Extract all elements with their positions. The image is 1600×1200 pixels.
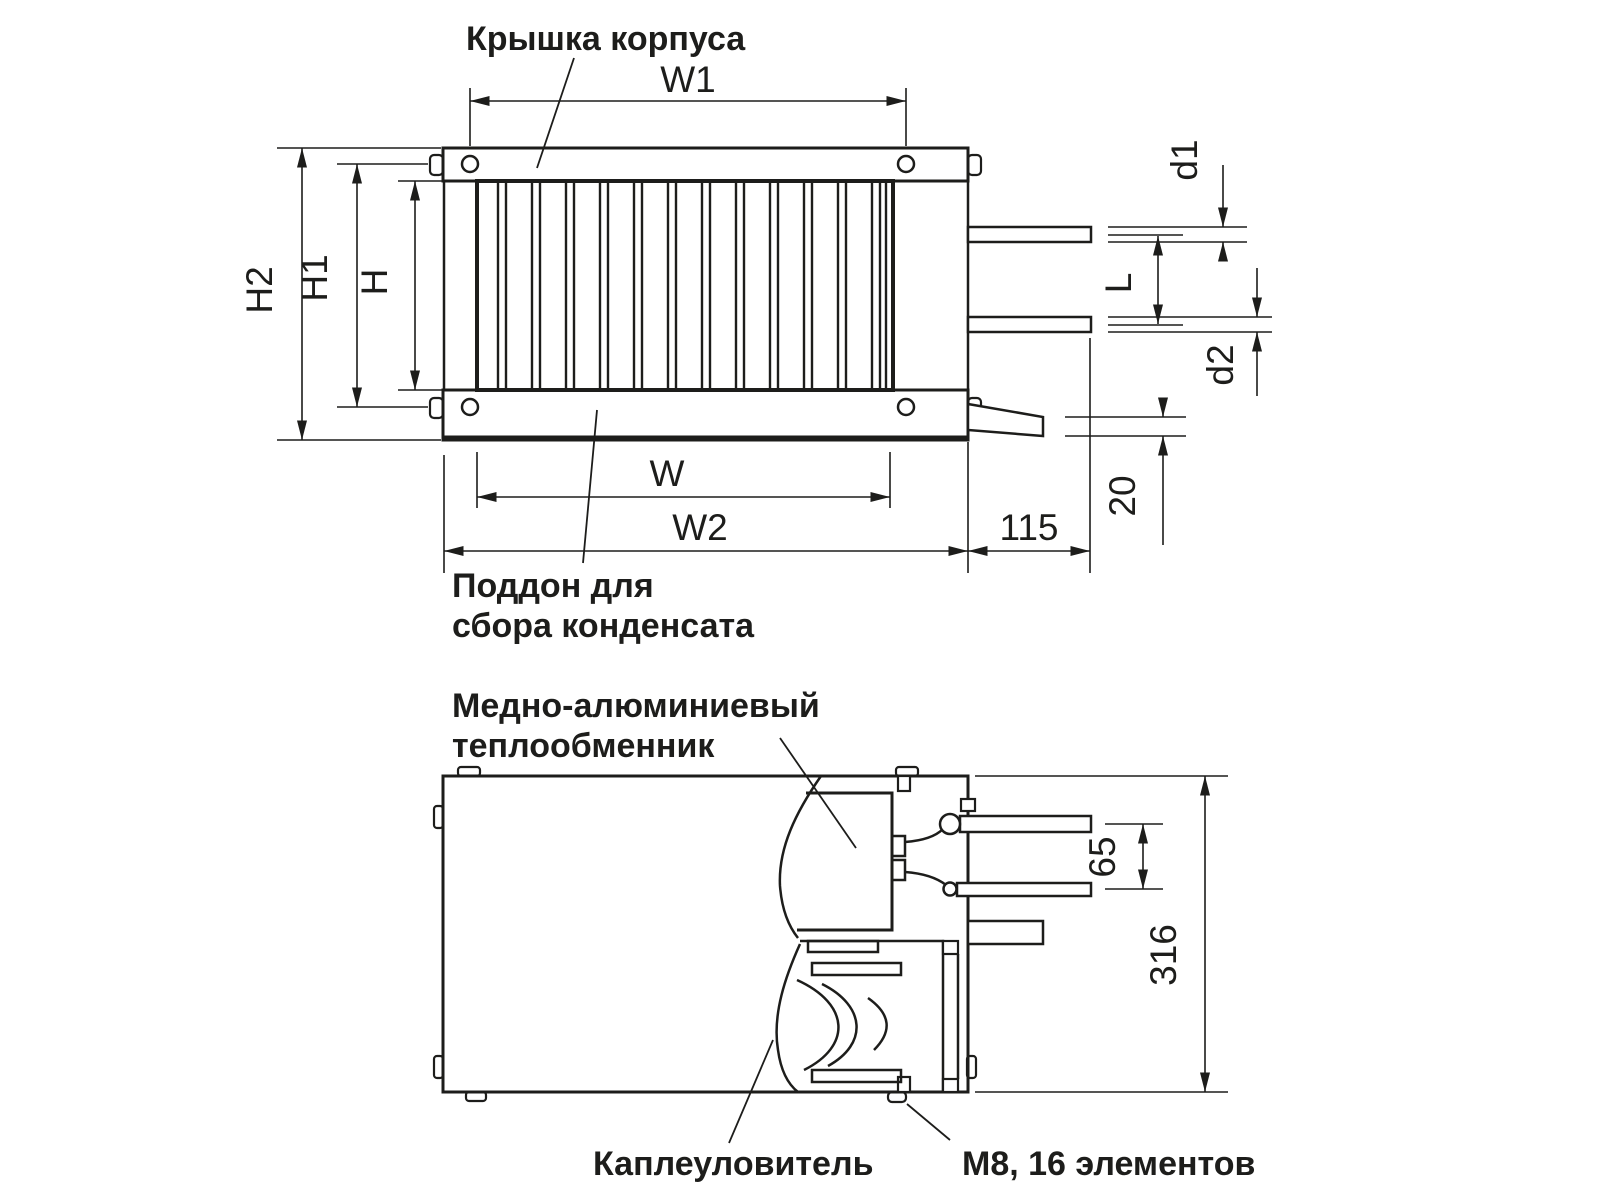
dim-label-w: W	[649, 453, 685, 494]
dim-label-w2: W2	[672, 507, 728, 548]
dim-115	[968, 338, 1090, 573]
tray-text-line1: Поддон для	[452, 567, 654, 605]
side-view	[434, 687, 1255, 1183]
dim-h2	[239, 148, 441, 440]
side-housing-box	[443, 776, 968, 1092]
hx-text-line2: теплообменник	[452, 727, 715, 765]
hx-bend-lower	[905, 872, 946, 885]
dim-label-w1: W1	[660, 59, 716, 100]
dim-label-20: 20	[1102, 475, 1143, 517]
eliminator-vane-1	[797, 980, 838, 1070]
dim-65	[1082, 824, 1163, 889]
eliminator-vane-3	[868, 998, 887, 1050]
fastener-text: М8, 16 элементов	[962, 1145, 1256, 1183]
eliminator-bar-1	[808, 941, 878, 952]
tray-hole-left	[462, 399, 478, 415]
mounting-tabs	[434, 767, 976, 1102]
pipe-upper	[968, 227, 1091, 242]
dim-h	[354, 181, 473, 390]
label-eliminator	[593, 1040, 873, 1183]
tray-hole-right	[898, 399, 914, 415]
dim-l	[1098, 236, 1158, 324]
tray-leader	[583, 410, 597, 563]
hx-header-upper	[892, 836, 905, 856]
droplet-eliminator	[797, 941, 958, 1092]
dim-label-d1: d1	[1164, 139, 1205, 181]
eliminator-notch-bottom	[943, 1079, 958, 1092]
housing-cover	[430, 148, 981, 181]
housing-cover-text: Крышка корпуса	[466, 20, 746, 58]
pipe-lower	[968, 317, 1091, 332]
label-heat-exchanger	[452, 687, 856, 848]
drain-pipe	[968, 404, 1043, 436]
coil-fins	[498, 183, 886, 388]
fastener-leader	[907, 1104, 950, 1140]
side-pipe-lower	[957, 883, 1091, 896]
hx-header-lower	[892, 860, 905, 880]
side-pipe-upper	[960, 816, 1091, 832]
dim-label-d2: d2	[1200, 344, 1241, 386]
dim-w	[477, 452, 890, 508]
dim-d1	[1108, 139, 1247, 258]
dim-label-h2: H2	[239, 266, 280, 314]
tray-text-line2: сбора конденсата	[452, 607, 755, 645]
cover-clip-right	[968, 155, 981, 175]
break-curve-lower	[777, 944, 800, 1092]
hx-text-line1: Медно-алюминиевый	[452, 687, 820, 725]
tray-clip-left	[430, 398, 443, 418]
side-pipes	[905, 799, 1091, 944]
tray-body	[443, 390, 968, 440]
dim-drain-20	[1065, 398, 1186, 545]
coil-block	[477, 181, 893, 390]
connection-pipes	[968, 227, 1091, 436]
eliminator-text: Каплеуловитель	[593, 1145, 874, 1183]
eliminator-bar-2	[812, 963, 901, 975]
pipe-collar	[961, 799, 975, 811]
cover-hole-left	[462, 156, 478, 172]
casing-side-walls	[444, 181, 968, 390]
pipe-elbow-lower	[944, 883, 957, 896]
label-fastener	[907, 1104, 1255, 1183]
dim-label-65: 65	[1082, 836, 1123, 878]
front-view	[239, 20, 1272, 645]
side-drain-stub	[968, 921, 1043, 944]
dim-label-115: 115	[999, 507, 1059, 548]
break-curve-upper	[780, 776, 821, 938]
eliminator-bar-3	[812, 1070, 901, 1082]
cover-hole-right	[898, 156, 914, 172]
dim-label-316: 316	[1143, 924, 1184, 986]
inner-bracket-top	[898, 776, 910, 791]
dim-label-h1: H1	[294, 254, 335, 302]
cover-clip-left	[430, 155, 443, 175]
condensate-tray	[430, 390, 981, 440]
hx-bend-upper	[905, 829, 943, 842]
cover-plate	[443, 148, 968, 181]
dim-label-l: L	[1098, 272, 1139, 294]
housing-cover-leader	[537, 58, 574, 168]
heat-exchanger-block	[797, 793, 905, 930]
eliminator-notch-top	[943, 941, 958, 954]
dim-w1	[470, 59, 906, 146]
pipe-elbow-upper	[940, 814, 960, 834]
dim-label-h: H	[354, 268, 395, 296]
